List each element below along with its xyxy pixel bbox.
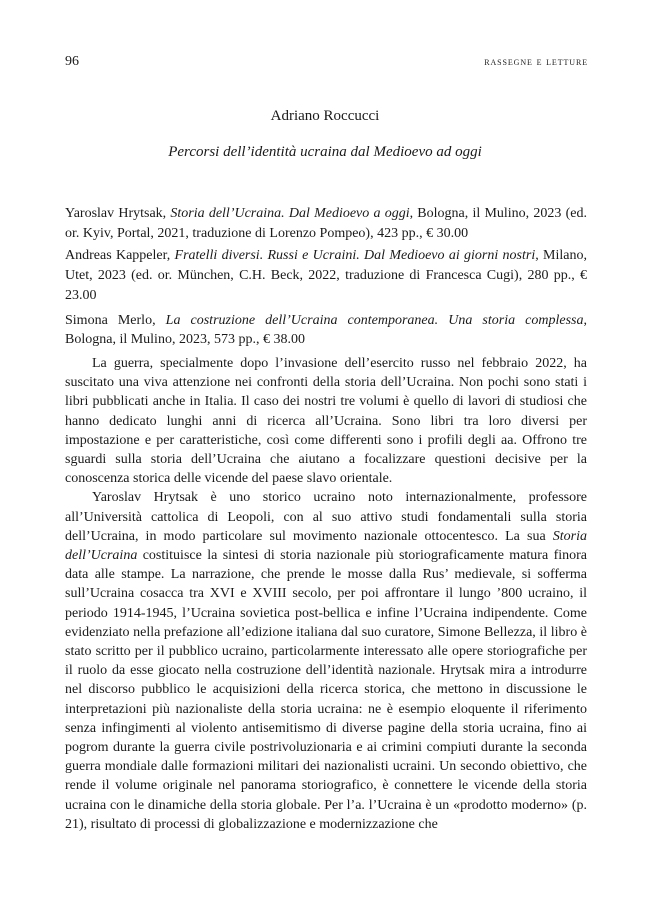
paragraph: La guerra, specialmente dopo l’invasione dell’esercito russo nel febbraio 2022, ha suscitato una viva attenzione nei confronti della storia dell’Ucraina. Non pochi sono stati i libri pubblicati anche in Italia. Il caso dei nostri tre volumi è quello di lavori di studiosi che hanno dedicato lunghi anni di ricerca all’Ucraina. Sono libri tra loro diversi per impostazione e per caratteristiche, così come differenti sono i profili degli aa. Offrono tre sguardi sulla storia dell’Ucraina che aiutano a focalizzare questioni decisive per la conoscenza storica delle vicende del paese slavo orientale.: [65, 356, 587, 487]
article-author: Adriano Roccucci: [270, 108, 380, 124]
page-number: 96: [65, 54, 79, 69]
bibliography: [65, 204, 587, 353]
paragraph-text: Yaroslav Hrytsak è uno storico ucraino noto internazionalmente, professore all’Università cattolica di Leopoli, con al suo attivo studi fondamentali sulla storia dell’Ucraina, in modo particolare sul movimento nazionale ottocentesco. La sua: [65, 490, 587, 544]
paragraph: [65, 488, 587, 834]
bib-title: Storia dell’Ucraina. Dal Medioevo a oggi: [170, 206, 410, 221]
paragraph-text: costituisce la sintesi di storia nazionale più storiograficamente matura finora data alle stampe. La narrazione, che prende le mosse dalla Rus’ medievale, si sofferma sull’Ucraina cosacca tra XVI e XVIII secolo, per poi affrontare il lungo ’800 ucraino, il periodo 1914-1945, l’Ucraina sovietica post-bellica e infine l’Ucraina indipendente. Come evidenziato nella prefazione all’edizione italiana dal suo curatore, Simone Bellezza, il libro è stato scritto per il pubblico ucraino, particolarmente interessato alle opere storiografiche per il ruolo da esse giocato nella costruzione dell’identità nazionale. Hrytsak mira a introdurre nel discorso pubblico le acquisizioni della ricerca storica, che mettono in discussione le interpretazioni più nazionaliste della storia ucraina: ne è esempio eloquente il riferimento senza infingimenti al violento antisemitismo di diverse pagine della storia ucraina, fino ai pogrom durante la guerra civile postrivoluzionaria e ai crimini compiuti durante la seconda guerra mondiale dalle formazioni militari dei nazionalisti ucraini. Un secondo obiettivo, che rende il volume originale nel panorama storiografico, è connettere le vicende della storia ucraina con le dinamiche della storia globale. Per l’a. l’Ucraina è un «prodotto moderno» (p. 21), risultato di processi di globalizzazione e modernizzazione che: [65, 548, 587, 832]
bib-title: Fratelli diversi. Russi e Ucraini. Dal Medioevo ai giorni nostri: [174, 248, 536, 264]
running-head: rassegne e letture: [484, 56, 588, 68]
bib-author: Yaroslav Hrytsak,: [65, 206, 171, 221]
book-title-inline: Storia dell’Ucraina: [65, 528, 587, 564]
bibliography-entry: [65, 311, 587, 350]
bib-author: Andreas Kappeler,: [65, 248, 175, 264]
body-text: [65, 354, 587, 834]
bib-details: , Milano, Utet, 2023 (ed. or. München, C.H. Beck, 2022, traduzione di Francesca Cugi), 280 pp., € 23.00: [65, 248, 587, 303]
bib-details: , Bologna, il Mulino, 2023 (ed. or. Kyiv, Portal, 2021, traduzione di Lorenzo Pompeo), 423 pp., € 30.00: [65, 206, 587, 241]
bib-details: , Bologna, il Mulino, 2023, 573 pp., € 38.00: [65, 312, 587, 348]
bib-author: Simona Merlo,: [65, 312, 166, 328]
bibliography-entry: [65, 204, 587, 243]
bib-title: La costruzione dell’Ucraina contemporanea. Una storia complessa: [165, 312, 584, 328]
article-title: Percorsi dell’identità ucraina dal Medioevo ad oggi: [168, 144, 482, 160]
bibliography-entry: [65, 246, 587, 305]
